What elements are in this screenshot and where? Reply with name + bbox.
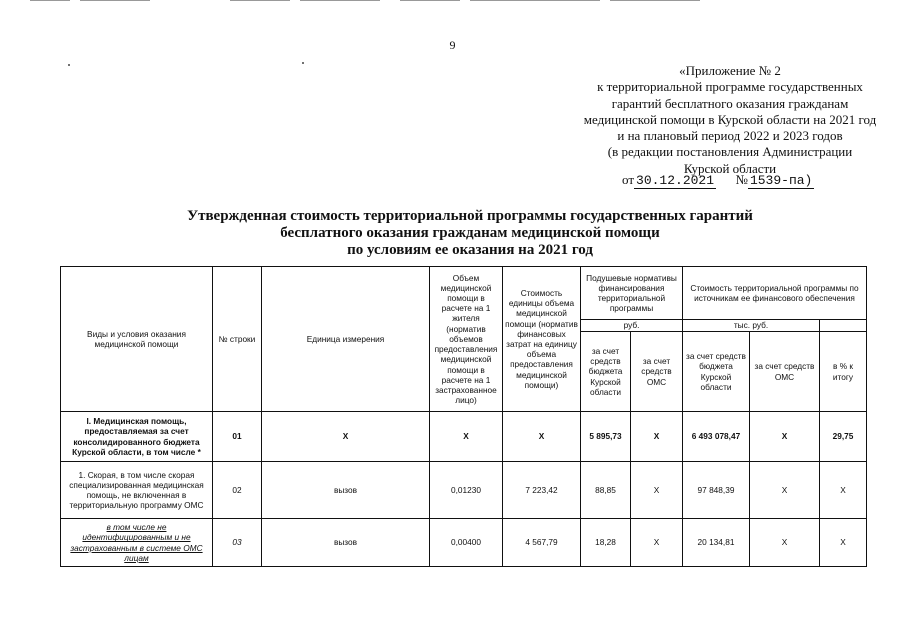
number-prefix: № [735,172,748,187]
row-unit: вызов [262,519,430,567]
row-no: 03 [213,519,262,567]
appendix-line: (в редакции постановления Администрации [607,144,853,160]
header-total-cost-unit: тыс. руб. [683,320,820,332]
appendix-line: гарантий бесплатного оказания гражданам [611,95,849,111]
header-unit: Единица измерения [262,267,430,412]
header-kind: Виды и условия оказания медицинской помощи [61,267,213,412]
row-pc-budget: 88,85 [581,462,631,519]
row-pc-budget: 5 895,73 [581,412,631,462]
header-empty-cell [820,320,867,332]
appendix-line: и на плановый период 2022 и 2023 годов [617,128,843,144]
header-pc-oms: за счет средств ОМС [631,332,683,412]
row-c-oms: X [750,412,820,462]
row-volume: 0,00400 [430,519,503,567]
scan-speck [302,62,304,64]
row-pc-oms: X [631,519,683,567]
appendix-header [540,63,905,177]
row-c-percent: 29,75 [820,412,867,462]
row-kind: в том числе не идентифицированным и не застрахованным в системе ОМС лицам [61,519,213,567]
title-line: Утвержденная стоимость территориальной программы государственных гарантий [187,208,753,224]
row-c-budget: 20 134,81 [683,519,750,567]
title-line: по условиям ее оказания на 2021 год [347,242,593,258]
row-kind: I. Медицинская помощь, предоставляемая за счет консолидированного бюджета Курской области, в том числе * [61,412,213,462]
row-no: 02 [213,462,262,519]
row-unit: вызов [262,462,430,519]
header-c-budget: за счет средств бюджета Курской области [683,332,750,412]
row-pc-oms: X [631,412,683,462]
header-c-percent: в % к итогу [820,332,867,412]
row-c-budget: 97 848,39 [683,462,750,519]
resolution-date-number [622,172,814,188]
row-pc-oms: X [631,462,683,519]
table-row [61,412,867,462]
row-c-oms: X [750,519,820,567]
row-c-budget: 6 493 078,47 [683,412,750,462]
cost-table [60,266,867,567]
row-pc-budget: 18,28 [581,519,631,567]
row-kind: 1. Скорая, в том числе скорая специализированная медицинская помощь, не включенная в территориальную программу ОМС [61,462,213,519]
resolution-number: 1539-па) [749,173,813,188]
appendix-line: к территориальной программе государственных [597,79,863,95]
date-prefix: от [622,172,635,187]
appendix-line: медицинской помощи в Курской области на 2021 год [583,111,877,127]
appendix-line: Курской области [683,160,777,176]
row-cost: X [503,412,581,462]
header-pc-budget: за счет средств бюджета Курской области [581,332,631,412]
table-row [61,519,867,567]
row-cost: 4 567,79 [503,519,581,567]
row-c-oms: X [750,462,820,519]
scan-edge-marks [0,0,905,3]
resolution-date: 30.12.2021 [636,173,715,188]
header-total-cost: Стоимость территориальной программы по источникам ее финансового обеспечения [683,267,867,320]
page-number: 9 [449,38,456,52]
header-per-capita: Подушевые нормативы финансирования территориальной программы [581,267,683,320]
header-per-capita-unit: руб. [581,320,683,332]
row-no: 01 [213,412,262,462]
appendix-line: «Приложение № 2 [679,63,781,78]
header-volume: Объем медицинской помощи в расчете на 1 жителя (норматив объемов предоставления медицинской помощи в расчете на 1 застрахованное лицо) [430,267,503,412]
row-c-percent: X [820,462,867,519]
header-cost: Стоимость единицы объема медицинской помощи (норматив финансовых затрат на единицу объема предоставления медицинской помощи) [503,267,581,412]
row-volume: 0,01230 [430,462,503,519]
row-c-percent: X [820,519,867,567]
header-row-no: № строки [213,267,262,412]
row-volume: X [430,412,503,462]
row-cost: 7 223,42 [503,462,581,519]
row-unit: X [262,412,430,462]
header-c-oms: за счет средств ОМС [750,332,820,412]
table-row [61,462,867,519]
scan-speck [68,64,70,66]
title-line: бесплатного оказания гражданам медицинской помощи [280,225,660,241]
document-title [160,208,780,259]
